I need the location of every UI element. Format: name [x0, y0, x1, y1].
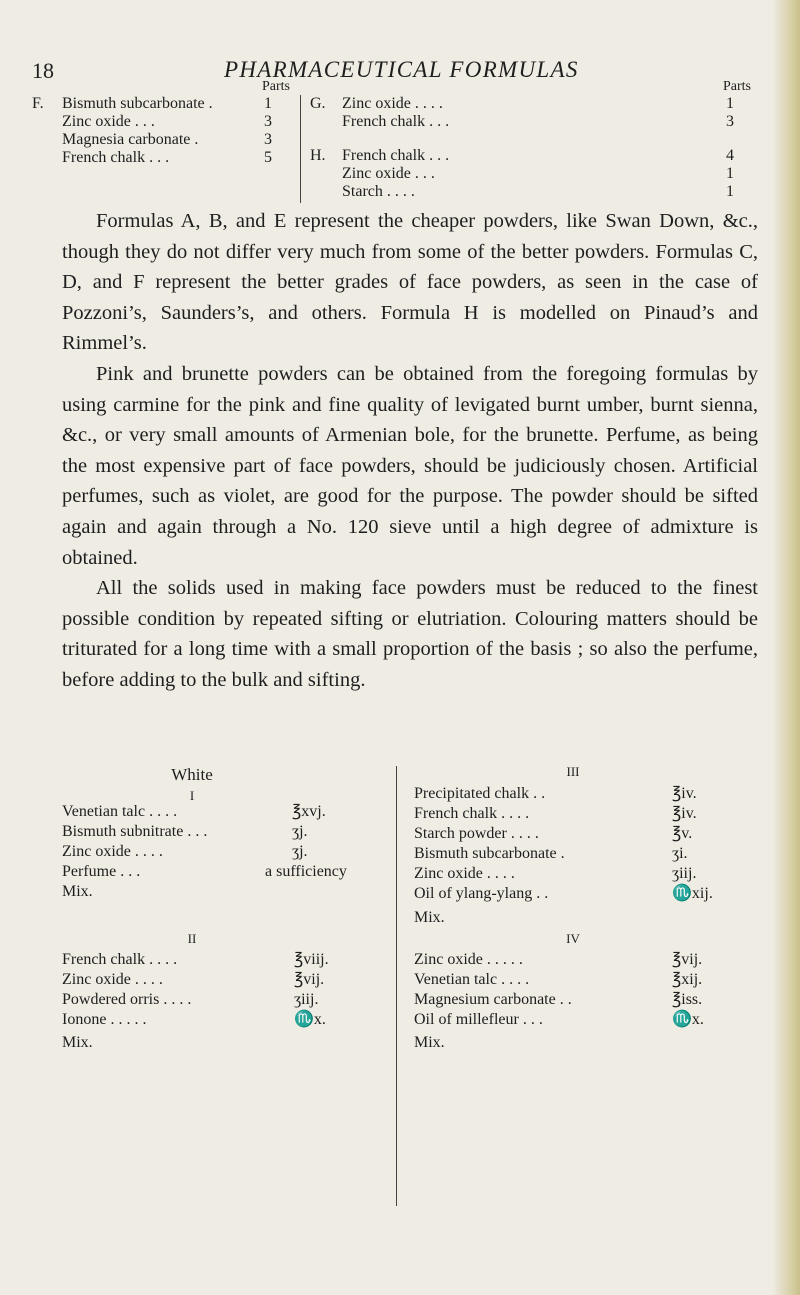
- list-item: Zinc oxide . . . 1: [342, 165, 734, 182]
- paragraph: Pink and brunette powders can be obtained from the foregoing formulas by using carmine for the pink and fine quality of levigated burnt umber, burnt sienna, &c., or very small amounts of Armenian bole, for the brunette. Perfume, as being the most expensive part of face powders, should be judiciously chosen. Artificial perfumes, such as violet, are good for the purpose. The powder should be sifted again and again through a No. 120 sieve until a high degree of admixture is obtained.: [62, 362, 758, 569]
- list-item: Zinc oxide . . . . . ℥vij.: [414, 951, 703, 968]
- parts-heading-left: Parts: [262, 79, 290, 94]
- body-text: [62, 206, 758, 696]
- list-item: Starch . . . . 1: [342, 183, 734, 200]
- mix-label: Mix.: [62, 1034, 93, 1051]
- formula-iv-list: [414, 950, 754, 1057]
- list-item: Zinc oxide . . . 3: [62, 113, 272, 130]
- list-item: Powdered orris . . . . ʒiij.: [62, 991, 319, 1008]
- formula-h-list: [342, 146, 740, 200]
- list-item: French chalk . . . . ℥viij.: [62, 951, 329, 968]
- page-number: 18: [32, 58, 54, 83]
- column-divider: [300, 95, 301, 203]
- list-item: Zinc oxide . . . . ʒiij.: [414, 865, 697, 882]
- list-item: Magnesium carbonate . . ℥iss.: [414, 991, 703, 1008]
- list-item: Bismuth subcarbonate . ʒi.: [414, 845, 688, 862]
- white-heading: White: [171, 765, 213, 784]
- list-item: Perfume . . . a sufficiency: [62, 863, 347, 880]
- parts-heading-right: Parts: [723, 79, 751, 94]
- list-item: French chalk . . . 3: [342, 113, 734, 130]
- mix-label: Mix.: [62, 883, 93, 900]
- formula-h-letter: H.: [310, 147, 326, 164]
- column-divider: [396, 766, 397, 1206]
- list-item: Oil of ylang-ylang . . ♏xij.: [414, 885, 713, 902]
- formula-ii-list: [62, 950, 376, 1057]
- formula-ii-numeral: II: [187, 931, 197, 946]
- list-item: Ionone . . . . . ♏x.: [62, 1011, 326, 1028]
- list-item: Oil of millefleur . . . ♏x.: [414, 1011, 704, 1028]
- formula-g-list: [342, 94, 740, 130]
- list-item: Bismuth subcarbonate . 1: [62, 95, 272, 112]
- list-item: Bismuth subnitrate . . . ʒj.: [62, 823, 308, 840]
- page-title: PHARMACEUTICAL FORMULAS: [224, 57, 579, 82]
- list-item: Venetian talc . . . . ℥xij.: [414, 971, 703, 988]
- list-item: French chalk . . . 4: [342, 147, 734, 164]
- list-item: Venetian talc . . . . ℥xvj.: [62, 803, 326, 820]
- formula-iv-numeral: IV: [566, 931, 580, 946]
- list-item: Starch powder . . . . ℥v.: [414, 825, 693, 842]
- mix-label: Mix.: [414, 1034, 445, 1051]
- formula-iii-list: [414, 784, 754, 930]
- mix-label: Mix.: [414, 909, 445, 926]
- formula-i-list: [62, 802, 376, 908]
- list-item: Zinc oxide . . . . 1: [342, 95, 734, 112]
- list-item: French chalk . . . 5: [62, 149, 272, 166]
- list-item: French chalk . . . . ℥iv.: [414, 805, 697, 822]
- formula-g-letter: G.: [310, 95, 326, 112]
- formula-i-numeral: I: [189, 788, 195, 803]
- formula-f-list: [62, 94, 282, 166]
- list-item: Zinc oxide . . . . ʒj.: [62, 843, 308, 860]
- list-item: Magnesia carbonate . 3: [62, 131, 272, 148]
- formula-f-letter: F.: [32, 95, 44, 112]
- paragraph: All the solids used in making face powders must be reduced to the finest possible condition by repeated sifting or elutriation. Colouring matters should be triturated for a long time with a small proportion of the basis ; so also the perfume, before adding to the bulk and sifting.: [62, 577, 758, 691]
- list-item: Precipitated chalk . . ℥iv.: [414, 785, 697, 802]
- list-item: Zinc oxide . . . . ℥vij.: [62, 971, 325, 988]
- page-edge-shadow: [772, 0, 800, 1295]
- paragraph: Formulas A, B, and E represent the cheaper powders, like Swan Down, &c., though they do not differ very much from some of the better powders. Formulas C, D, and F represent the better grades of face powders, as seen in the case of Pozzoni’s, Saunders’s, and others. Formula H is modelled on Pinaud’s and Rimmel’s.: [62, 210, 758, 355]
- formula-iii-numeral: III: [566, 764, 580, 779]
